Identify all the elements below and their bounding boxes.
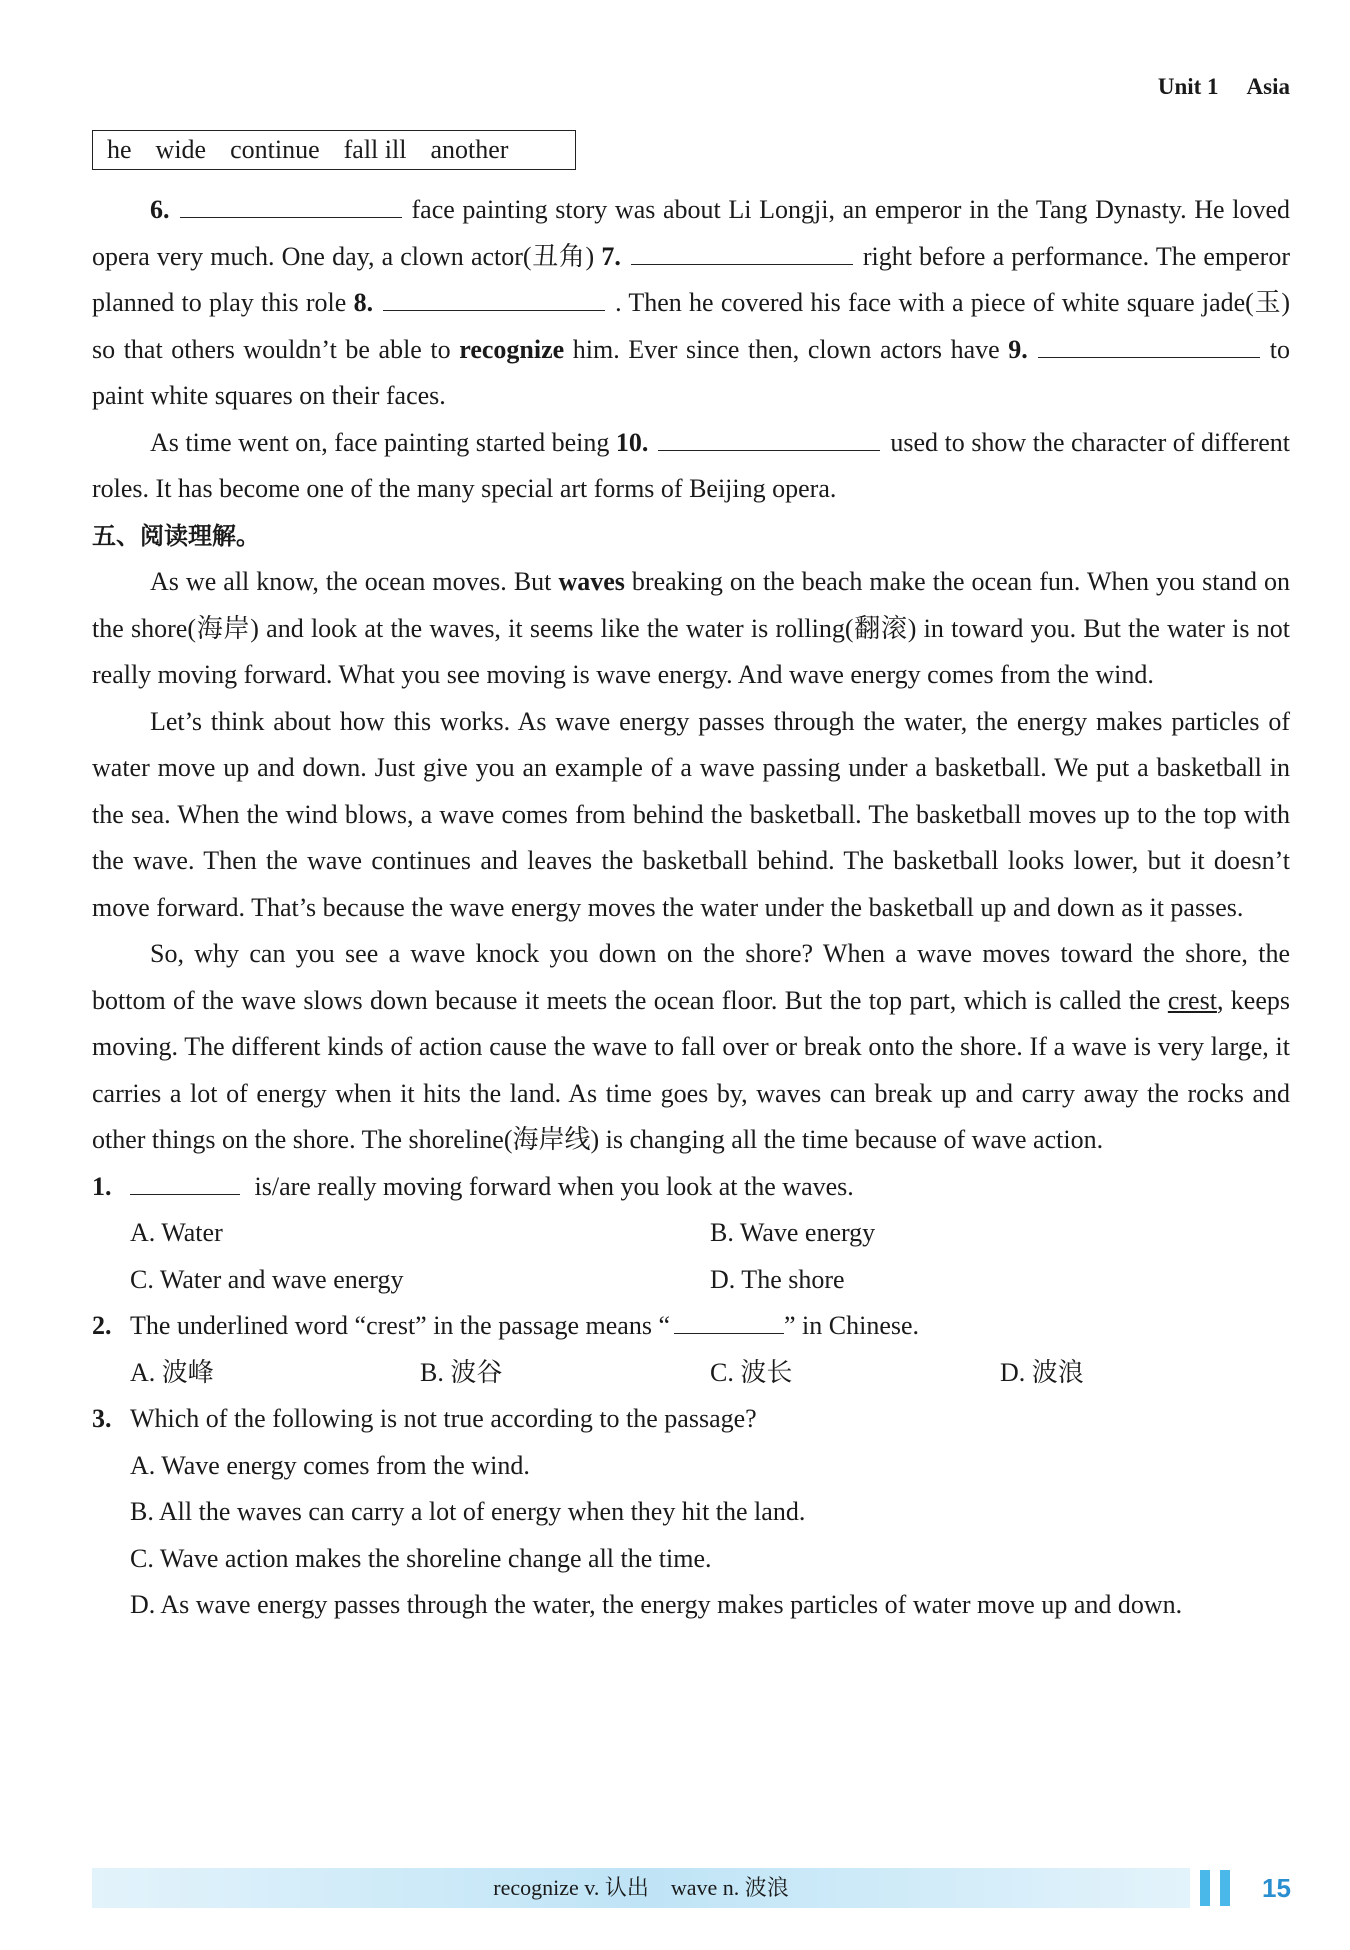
footer-glossary: recognize v. 认出 wave n. 波浪 xyxy=(493,1875,789,1900)
unit-label: Unit 1 xyxy=(1157,74,1219,99)
answer-blank-7[interactable] xyxy=(631,236,853,264)
question-stem: The underlined word “crest” in the passage means “ xyxy=(130,1311,671,1340)
passage-text: So, why can you see a wave knock you down on the shore? When a wave moves toward the shore, the bottom of the wave slows down because it meets the ocean floor. But the top part, which is called the xyxy=(92,939,1290,1015)
blank-number-9: 9. xyxy=(1008,334,1028,364)
section-heading xyxy=(92,513,1290,560)
passage-paragraph-3 xyxy=(92,931,1290,1164)
question-number: 2. xyxy=(92,1311,112,1340)
option-c[interactable]: C. 波长 xyxy=(710,1357,793,1387)
main-content xyxy=(92,187,1290,1629)
footer-glossary-band xyxy=(92,1868,1190,1908)
passage-text: , keeps moving. The different kinds of action cause the wave to fall over or break onto the shore. If a wave is very large, it carries a lot of energy when it hits the land. As time goes by, waves can break up and carry away the rocks and other things on the shore. The shoreline(海岸线) is changing all the time because of wave action. xyxy=(92,985,1291,1154)
question-stem: Which of the following is not true according to the passage? xyxy=(130,1404,757,1433)
answer-blank-8[interactable] xyxy=(383,283,605,311)
option-c[interactable]: C. Wave action makes the shoreline change all the time. xyxy=(130,1543,712,1573)
option-d[interactable]: D. 波浪 xyxy=(1000,1357,1084,1387)
blank-number-7: 7. xyxy=(601,241,621,271)
question-2-options xyxy=(92,1350,1290,1397)
question-number: 3. xyxy=(92,1404,112,1433)
answer-blank-6[interactable] xyxy=(180,190,402,218)
word-bank-item: wide xyxy=(155,135,207,164)
bold-keyword: waves xyxy=(558,567,625,596)
passage-paragraph-1 xyxy=(92,559,1290,699)
page-number: 15 xyxy=(1262,1873,1291,1903)
cloze-text: As time went on, face painting started being xyxy=(150,427,610,457)
cloze-text: him. Ever since then, clown actors have xyxy=(572,334,1000,364)
cloze-text: face painting story was about Li Longji, an emperor in the Tang Dynasty. He loved opera very much. One day, a clown actor(丑角) xyxy=(92,195,1290,271)
word-bank-item: he xyxy=(107,135,132,164)
passage-text: As we all know, the ocean moves. But xyxy=(150,567,552,596)
cloze-text: . Then he covered his face with a piece of white square jade(玉) so that others wouldn’t be able to xyxy=(92,288,1291,364)
answer-blank-q1[interactable] xyxy=(130,1166,240,1194)
bold-keyword: recognize xyxy=(459,334,565,364)
question-stem: is/are really moving forward when you look at the waves. xyxy=(254,1171,854,1201)
passage-text: breaking on the beach make the ocean fun. When you stand on the shore(海岸) and look at the waves, it seems like the water is rolling(翻滚) in toward you. But the water is not really moving forward. What you see moving is wave energy. And wave energy comes from the wind. xyxy=(92,567,1291,689)
word-bank-box xyxy=(92,130,576,170)
answer-blank-10[interactable] xyxy=(658,422,880,450)
question-number: 1. xyxy=(92,1171,112,1201)
option-a[interactable]: A. 波峰 xyxy=(130,1357,214,1387)
blank-number-8: 8. xyxy=(353,288,374,317)
cloze-text: used to show the character of different roles. It has become one of the many special art forms of Beijing opera. xyxy=(92,427,1290,503)
answer-blank-q2[interactable] xyxy=(674,1306,784,1334)
cloze-paragraph-2 xyxy=(92,420,1290,513)
option-b[interactable]: B. All the waves can carry a lot of energy when they hit the land. xyxy=(130,1497,806,1526)
question-1-options xyxy=(92,1210,1290,1257)
page-marker-bar xyxy=(1200,1870,1210,1906)
underlined-word: crest xyxy=(1167,985,1217,1015)
cloze-text: right before a performance. The emperor planned to play this role xyxy=(92,241,1290,317)
option-d[interactable]: D. As wave energy passes through the water, the energy makes particles of water move up and down. xyxy=(130,1590,1183,1619)
question-1-options xyxy=(92,1257,1290,1304)
option-d[interactable]: D. The shore xyxy=(710,1264,845,1294)
page-header xyxy=(1158,74,1290,100)
cloze-text: to paint white squares on their faces. xyxy=(92,334,1291,410)
cloze-paragraph-1 xyxy=(92,187,1290,420)
blank-number-6: 6. xyxy=(150,195,170,224)
question-stem: ” in Chinese. xyxy=(784,1311,920,1340)
option-b[interactable]: B. Wave energy xyxy=(710,1218,876,1247)
question-1 xyxy=(92,1164,1290,1211)
passage-paragraph-2: Let’s think about how this works. As wave energy passes through the water, the energy makes particles of water move up and down. Just give you an example of a wave passing under a basketball. We put a basketball in the sea. When the wind blows, a wave comes from behind the basketball. The basketball moves up to the top with the wave. Then the wave continues and leaves the basketball behind. The basketball looks lower, but it doesn’t move forward. That’s because the wave energy moves the water under the basketball up and down as it passes. xyxy=(92,706,1290,922)
unit-title: Asia xyxy=(1246,74,1290,99)
word-bank-item: another xyxy=(430,135,509,164)
option-b[interactable]: B. 波谷 xyxy=(420,1357,503,1387)
word-bank-item: continue xyxy=(230,135,320,164)
question-2 xyxy=(92,1303,1290,1350)
option-a[interactable]: A. Wave energy comes from the wind. xyxy=(130,1450,530,1480)
question-3 xyxy=(92,1396,1290,1443)
word-bank-item: fall ill xyxy=(343,135,407,164)
answer-blank-9[interactable] xyxy=(1038,329,1260,357)
option-a[interactable]: A. Water xyxy=(130,1218,223,1247)
blank-number-10: 10. xyxy=(615,427,649,457)
section-title: 五、阅读理解。 xyxy=(92,521,260,550)
page-marker-bar xyxy=(1220,1870,1230,1906)
option-c[interactable]: C. Water and wave energy xyxy=(130,1264,404,1294)
